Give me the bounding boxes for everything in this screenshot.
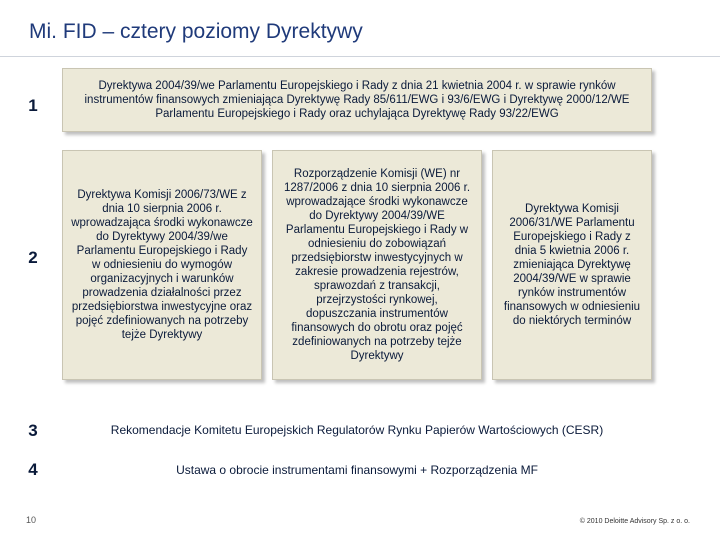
title-divider: [0, 56, 720, 57]
level-2-box-1-text: Dyrektywa Komisji 2006/73/WE z dnia 10 sierpnia 2006 r. wprowadzająca środki wykonawcze do Dyrektywy 2004/39/we Parlamentu Europejskiego i Rady w odniesieniu do wymogów organizacyjnych i warunków prowadzenia działalności przez przedsiębiorstwa inwestycyjne oraz pojęć zdefiniowanych na potrzeby tejże Dyrektywy: [71, 189, 253, 341]
level-number-3: 3: [28, 421, 38, 440]
level-number-1: 1: [28, 96, 38, 115]
level-1-text: Dyrektywa 2004/39/we Parlamentu Europejskiego i Rady z dnia 21 kwietnia 2004 r. w sprawie rynków instrumentów finansowych zmieniająca Dyrektywę Rady 85/611/EWG i 93/6/EWG i Dyrektywę 2000/12/WE Parlamentu Europejskiego i Rady oraz uchylająca Dyrektywę Rady 93/22/EWG: [84, 80, 630, 120]
level-number-2: 2: [28, 248, 38, 267]
level-2-box-2: [272, 150, 482, 380]
copyright-notice: © 2010 Deloitte Advisory Sp. z o. o.: [579, 518, 690, 525]
level-2-box-1: [62, 150, 262, 380]
page-number: 10: [26, 515, 37, 525]
level-3-text: Rekomendacje Komitetu Europejskich Regulatorów Rynku Papierów Wartościowych (CESR): [110, 423, 604, 437]
level-2-box-3-text: Dyrektywa Komisji 2006/31/WE Parlamentu Europejskiego i Rady z dnia 5 kwietnia 2006 r. zmieniająca Dyrektywę 2004/39/WE w sprawie rynków instrumentów finansowych w odniesieniu do niektórych terminów: [503, 203, 641, 327]
page-title: Mi. FID – cztery poziomy Dyrektywy: [29, 20, 363, 43]
level-2-box-3: [492, 150, 652, 380]
level-4-text: Ustawa o obrocie instrumentami finansowymi + Rozporządzenia MF: [176, 463, 538, 477]
level-number-4: 4: [28, 460, 38, 479]
level-1-box: [62, 68, 652, 132]
level-2-box-2-text: Rozporządzenie Komisji (WE) nr 1287/2006 z dnia 10 sierpnia 2006 r. wprowadzające środki wykonawcze do Dyrektywy 2004/39/WE Parlamentu Europejskiego i Rady w odniesieniu do zobowiązań przedsiębiorstw inwestycyjnych w zakresie prowadzenia rejestrów, sprawozdań z transakcji, przejrzystości rynkowej, dopuszczania instrumentów finansowych do obrotu oraz pojęć zdefiniowanych na potrzeby tejże Dyrektywy: [283, 168, 471, 362]
